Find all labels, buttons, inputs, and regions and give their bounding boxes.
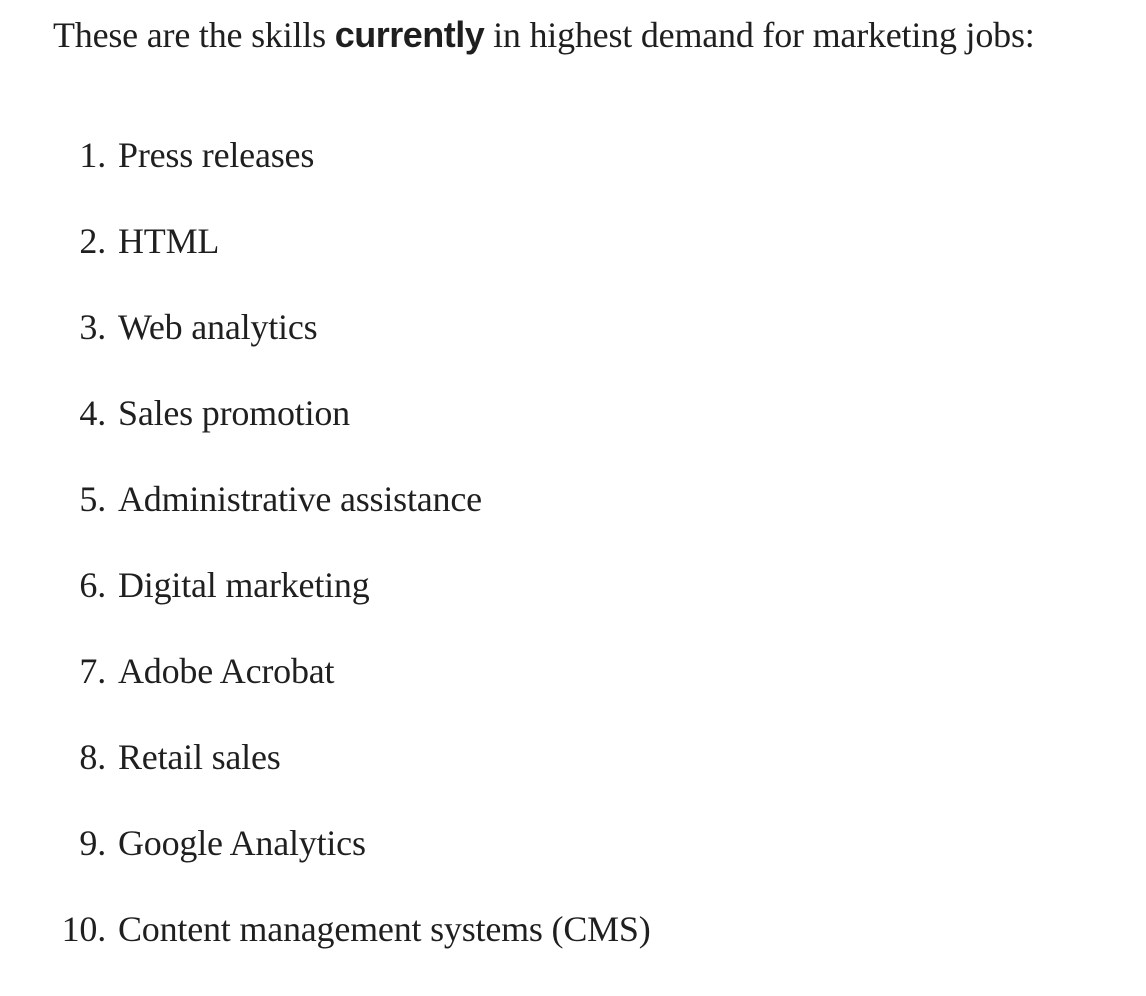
list-item-number: 5. — [79, 479, 106, 519]
list-item-number: 9. — [79, 823, 106, 863]
list-item-label: Administrative assistance — [118, 479, 482, 519]
list-item-label: Retail sales — [118, 737, 281, 777]
list-item-number: 3. — [79, 307, 106, 347]
intro-text-after: in highest demand for marketing jobs: — [484, 15, 1035, 55]
list-item-label: Adobe Acrobat — [118, 651, 335, 691]
list-item-label: Google Analytics — [118, 823, 366, 863]
list-item-label: Sales promotion — [118, 393, 350, 433]
intro-paragraph — [53, 10, 1035, 60]
list-item-number: 7. — [79, 651, 106, 691]
list-item-number: 2. — [79, 221, 106, 261]
list-item-number: 10. — [61, 909, 106, 949]
list-item-label: HTML — [118, 221, 220, 261]
list-item-number: 4. — [79, 393, 106, 433]
intro-text-before: These are the skills — [53, 15, 335, 55]
list-item-label: Press releases — [118, 135, 315, 175]
intro-emphasis: currently — [334, 14, 485, 55]
list-item-label: Content management systems (CMS) — [118, 909, 651, 949]
list-item-label: Digital marketing — [118, 565, 370, 605]
list-item-label: Web analytics — [118, 307, 318, 347]
list-item-number: 1. — [79, 135, 106, 175]
list-item-number: 8. — [79, 737, 106, 777]
list-item-number: 6. — [79, 565, 106, 605]
